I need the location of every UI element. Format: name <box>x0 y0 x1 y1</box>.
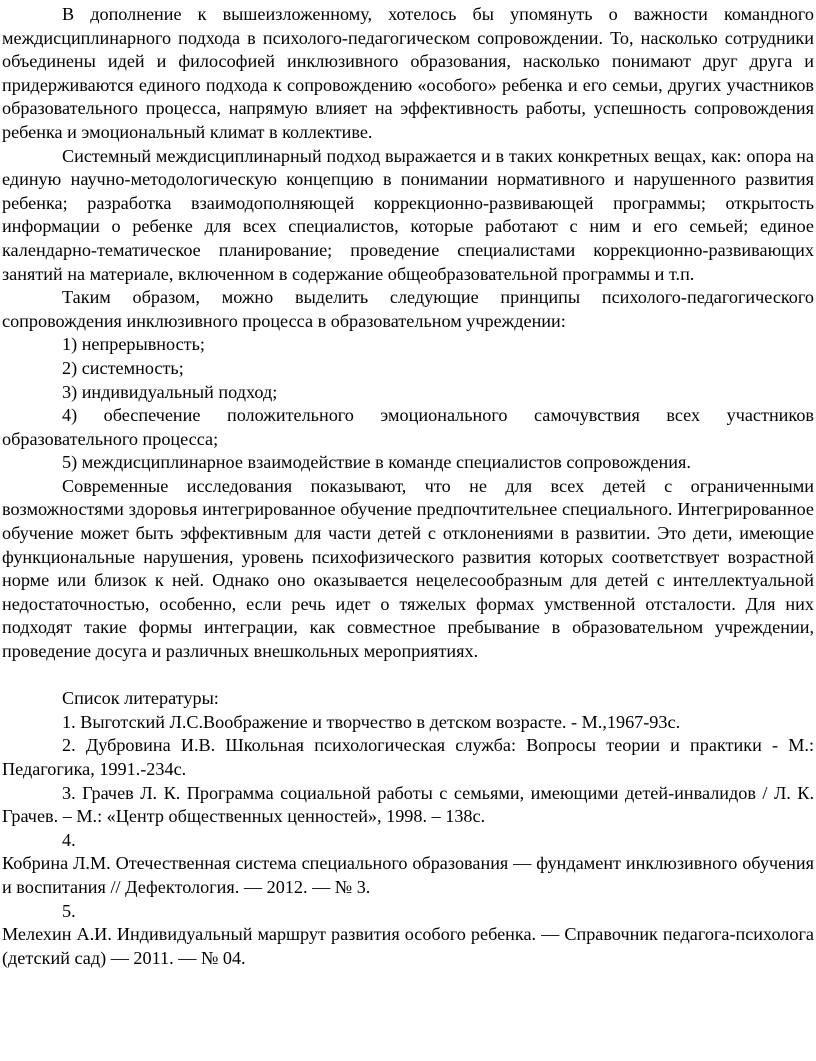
paragraph-research: Современные исследования показывают, что не для всех детей с ограниченными возможностями здоровья интегрированное обучение предпочтительнее специального. Интегрированное обучение может быть эффективным для части детей с отклонениями в развитии. Это дети, имеющие функциональные нарушения, уровень психофизического развития которых соответствует возрастной норме или близок к ней. Однако оно оказывается нецелесообразным для детей с интеллектуальной недостаточностью, особенно, если речь идет о тяжелых формах умственной отсталости. Для них подходят такие формы интеграции, как совместное пребывание в образовательном учреждении, проведение досуга и различных внешкольных мероприятиях. <box>2 475 814 662</box>
reference-item: Кобрина Л.М. Отечественная система специального образования — фундамент инклюзивного обучения и воспитания // Дефектология. — 2012. — № 3. <box>2 853 814 897</box>
reference-item: 1. Выготский Л.С.Воображение и творчество в детском возрасте. - М.,1967-93с. <box>62 711 681 732</box>
principle-item: 2) системность; <box>62 357 184 378</box>
principle-item: 4) обеспечение положительного эмоционального самочувствия всех участников образовательного процесса; <box>2 405 814 449</box>
text-column <box>2 3 814 970</box>
reference-number: 5. <box>62 900 76 921</box>
principle-item: 1) непрерывность; <box>62 334 205 355</box>
paragraph-systemic-approach: Системный междисциплинарный подход выражается и в таких конкретных вещах, как: опора на единую научно-методологическую концепцию в понимании нормативного и нарушенного развития ребенка; разработка взаимодополняющей коррекционно-развивающей программы; открытость информации о ребенке для всех специалистов, которые работают с ним и его семьей; единое календарно-тематическое планирование; проведение специалистами коррекционно-развивающих занятий на материале, включенном в содержание общеобразовательной программы и т.п. <box>2 145 814 284</box>
reference-item: Мелехин А.И. Индивидуальный маршрут развития особого ребенка. — Справочник педагога-психолога (детский сад) — 2011. — № 04. <box>2 924 814 968</box>
principle-item: 3) индивидуальный подход; <box>62 381 278 402</box>
references-heading: Список литературы: <box>62 688 219 709</box>
blank-line <box>2 664 814 688</box>
paragraph-principles-intro: Таким образом, можно выделить следующие принципы психолого-педагогического сопровождения инклюзивного процесса в образовательном учреждении: <box>2 287 814 331</box>
reference-item: 2. Дубровина И.В. Школьная психологическая служба: Вопросы теории и практики - М.: Педагогика, 1991.-234с. <box>2 735 814 779</box>
reference-number: 4. <box>62 829 76 850</box>
paragraph-teamwork: В дополнение к вышеизложенному, хотелось бы упомянуть о важности командного междисциплинарного подхода в психолого-педагогическом сопровождении. То, насколько сотрудники объединены идей и философией инклюзивного образования, насколько понимают друг друга и придерживаются единого подхода к сопровождению «особого» ребенка и его семьи, других участников образовательного процесса, напрямую влияет на эффективность работы, успешность сопровождения ребенка и эмоциональный климат в коллективе. <box>2 4 814 142</box>
reference-item: 3. Грачев Л. К. Программа социальной работы с семьями, имеющими детей-инвалидов / Л. К. Грачев. – М.: «Центр общественных ценностей», 1998. – 138с. <box>2 782 814 827</box>
principle-item: 5) междисциплинарное взаимодействие в команде специалистов сопровождения. <box>62 452 691 473</box>
